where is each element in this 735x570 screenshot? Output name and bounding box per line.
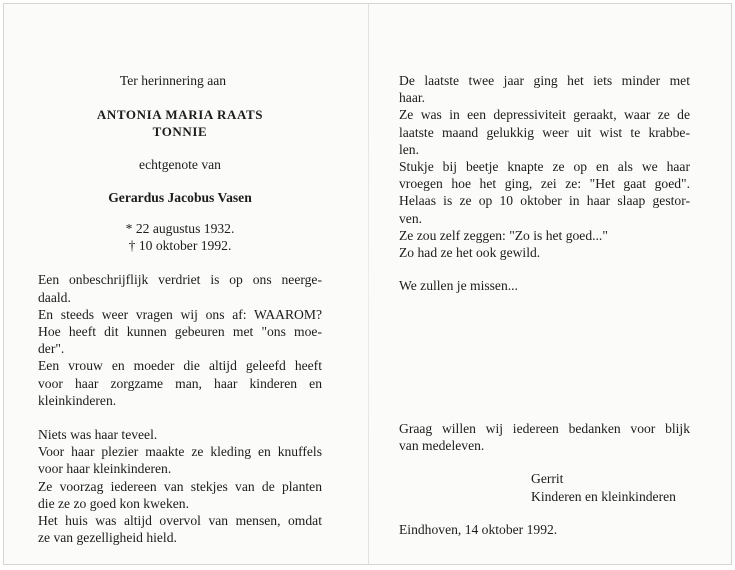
text-line: Een onbeschrijflijk verdriet is op ons neerge-	[38, 272, 322, 288]
deceased-nickname: TONNIE	[152, 124, 208, 140]
text-line: Het huis was altijd overvol van mensen, omdat	[38, 513, 322, 529]
text-line: Ze zou zelf zeggen: "Zo is het goed..."	[399, 227, 608, 243]
paragraph-grief	[38, 271, 322, 409]
intro-text: Ter herinnering aan	[119, 73, 227, 88]
text-line: Voor haar plezier maakte ze kleding en knuffels	[38, 444, 322, 460]
death-date: † 10 oktober 1992.	[128, 238, 232, 254]
text-line: De laatste twee jaar ging het iets minder met	[399, 73, 690, 88]
deceased-name: ANTONIA MARIA RAATS	[96, 107, 264, 123]
text-line: der".	[38, 341, 65, 357]
text-line: vroegen hoe het ging, zei ze: "Het gaat goed".	[399, 176, 690, 192]
text-line: Helaas is ze op 10 oktober in haar slaap gestor-	[399, 193, 690, 209]
text-line: Ze was in een depressiviteit geraakt, waar ze de	[399, 107, 690, 123]
text-line: Ze voorzag iedereen van stekjes van de planten	[38, 478, 322, 494]
text-line: ze van gezelligheid hield.	[38, 530, 177, 546]
text-line: van medeleven.	[399, 438, 485, 454]
text-line: voor haar kleinkinderen.	[38, 461, 172, 477]
card-fold	[368, 4, 369, 564]
text-line: haar.	[399, 90, 426, 106]
text-line: laatste maand gelukkig weer uit wist te krabbe-	[399, 124, 690, 140]
paragraph-life	[38, 426, 322, 546]
birth-date: * 22 augustus 1932.	[125, 221, 235, 237]
paragraph-last-years	[399, 72, 690, 261]
memorial-card	[3, 3, 732, 565]
right-panel	[399, 72, 690, 537]
text-line: Een vrouw en moeder die altijd geleefd heeft	[38, 358, 322, 374]
text-line: ven.	[399, 210, 423, 226]
missing-text: We zullen je missen...	[399, 278, 518, 294]
text-line: En steeds weer vragen wij ons af: WAAROM?	[38, 306, 322, 322]
text-line: daald.	[38, 289, 71, 305]
text-line: voor haar zorgzame man, haar kinderen en	[38, 375, 322, 391]
text-line: Hoe heeft dit kunnen gebeuren met "ons moe-	[38, 324, 322, 340]
relation-text: echtgenote van	[139, 156, 221, 172]
text-line: Niets was haar teveel.	[38, 427, 158, 443]
signer-name: Gerrit	[531, 471, 564, 487]
left-panel	[38, 72, 322, 546]
text-line: len.	[399, 141, 420, 157]
thanks-block	[399, 420, 690, 538]
text-line: Stukje bij beetje knapte ze op en als we haar	[399, 159, 690, 175]
signer-family: Kinderen en kleinkinderen	[531, 488, 676, 504]
text-line: kleinkinderen.	[38, 392, 117, 408]
text-line: Graag willen wij iedereen bedanken voor blijk	[399, 421, 690, 436]
text-line: Zo had ze het ook gewild.	[399, 245, 541, 261]
spouse-name: Gerardus Jacobus Vasen	[108, 189, 252, 205]
text-line: die ze zo goed kon kweken.	[38, 495, 189, 511]
place-date: Eindhoven, 14 oktober 1992.	[399, 521, 558, 537]
